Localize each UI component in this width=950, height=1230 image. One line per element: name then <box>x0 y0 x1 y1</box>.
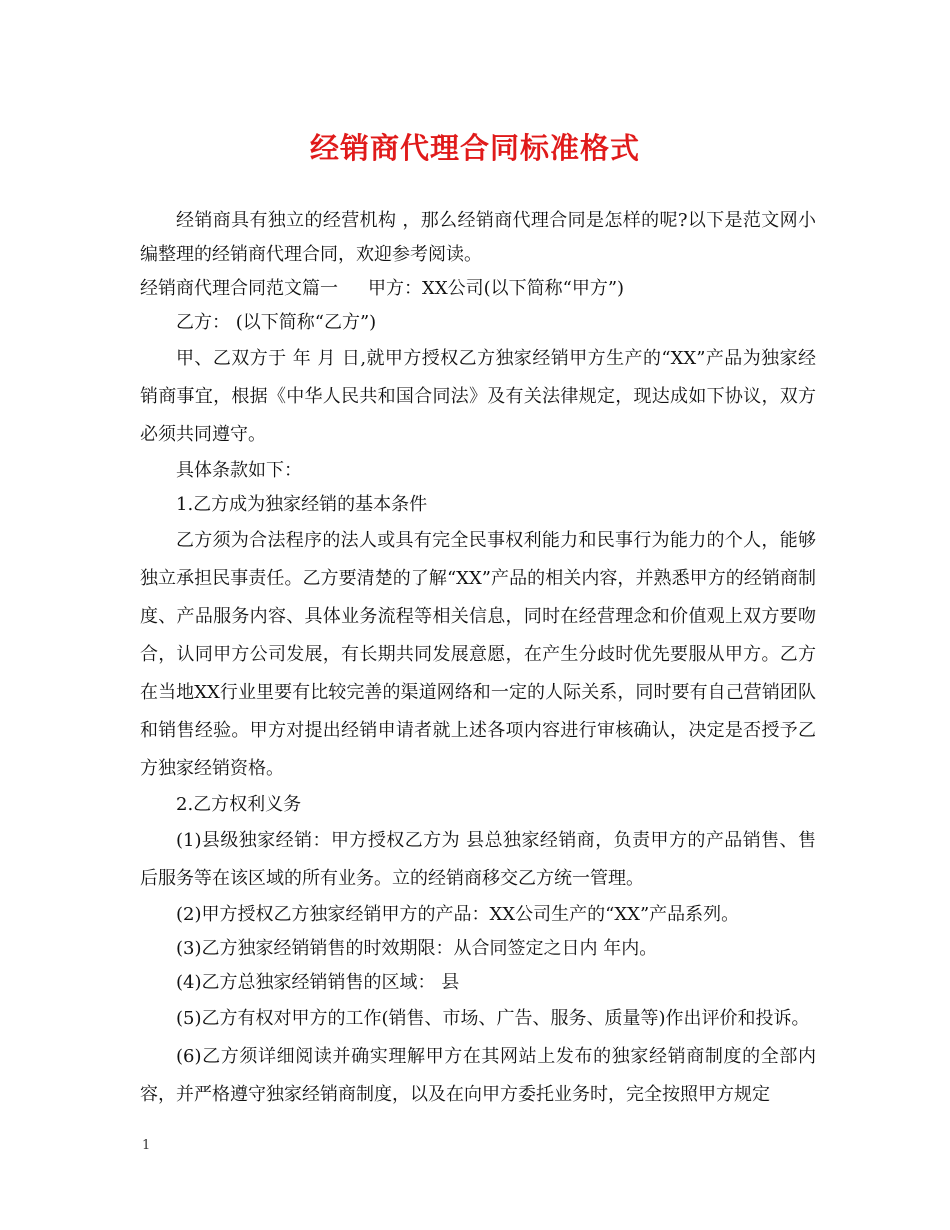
clause-2: (2)甲方授权乙方独家经销甲方的产品：XX公司生产的“XX”产品系列。 <box>176 904 740 925</box>
section-1-heading: 1.乙方成为独家经销的基本条件 <box>176 494 428 515</box>
document-body <box>140 204 816 1114</box>
clause-5: (5)乙方有权对甲方的工作(销售、市场、广告、服务、质量等)作出评价和投诉。 <box>176 1008 810 1029</box>
sample-heading-line <box>140 272 816 306</box>
party-a-line: 甲方：XX公司(以下简称“甲方”) <box>368 278 625 299</box>
party-b-line: 乙方： (以下简称“乙方”) <box>176 312 377 333</box>
clause-4: (4)乙方总独家经销销售的区域： 县 <box>176 972 460 993</box>
page-number: 1 <box>142 1138 151 1153</box>
section-1-paragraph: 乙方须为合法程序的法人或具有完全民事权利能力和民事行为能力的个人，能够独立承担民事责任。乙方要清楚的了解“XX”产品的相关内容，并熟悉甲方的经销商制度、产品服务内容、具体业务流程等相关信息，同时在经营理念和价值观上双方要吻合，认同甲方公司发展，有长期共同发展意愿，在产生分歧时优先要服从甲方。乙方在当地XX行业里要有比较完善的渠道网络和一定的人际关系，同时要有自己营销团队和销售经验。甲方对提出经销申请者就上述各项内容进行审核确认，决定是否授予乙方独家经销资格。 <box>140 530 816 779</box>
sample-heading: 经销商代理合同范文篇一 <box>140 278 338 299</box>
document-title: 经销商代理合同标准格式 <box>309 131 640 165</box>
intro-paragraph: 经销商具有独立的经营机构 ，那么经销商代理合同是怎样的呢?以下是范文网小编整理的经销商代理合同，欢迎参考阅读。 <box>140 210 816 265</box>
section-2-heading: 2.乙方权利义务 <box>176 794 302 815</box>
agreement-paragraph: 甲、乙双方于 年 月 日,就甲方授权乙方独家经销甲方生产的“XX”产品为独家经销商事宜，根据《中华人民共和国合同法》及有关法律规定，现达成如下协议，双方必须共同遵守。 <box>140 348 816 445</box>
clause-6: (6)乙方须详细阅读并确实理解甲方在其网站上发布的独家经销商制度的全部内容，并严格遵守独家经销商制度，以及在向甲方委托业务时，完全按照甲方规定 <box>140 1046 816 1105</box>
clause-1: (1)县级独家经销：甲方授权乙方为 县总独家经销商，负责甲方的产品销售、售后服务等在该区域的所有业务。立的经销商移交乙方统一管理。 <box>140 830 816 889</box>
clause-3: (3)乙方独家经销销售的时效期限：从合同签定之日内 年内。 <box>176 938 658 959</box>
terms-heading: 具体条款如下： <box>176 460 302 481</box>
